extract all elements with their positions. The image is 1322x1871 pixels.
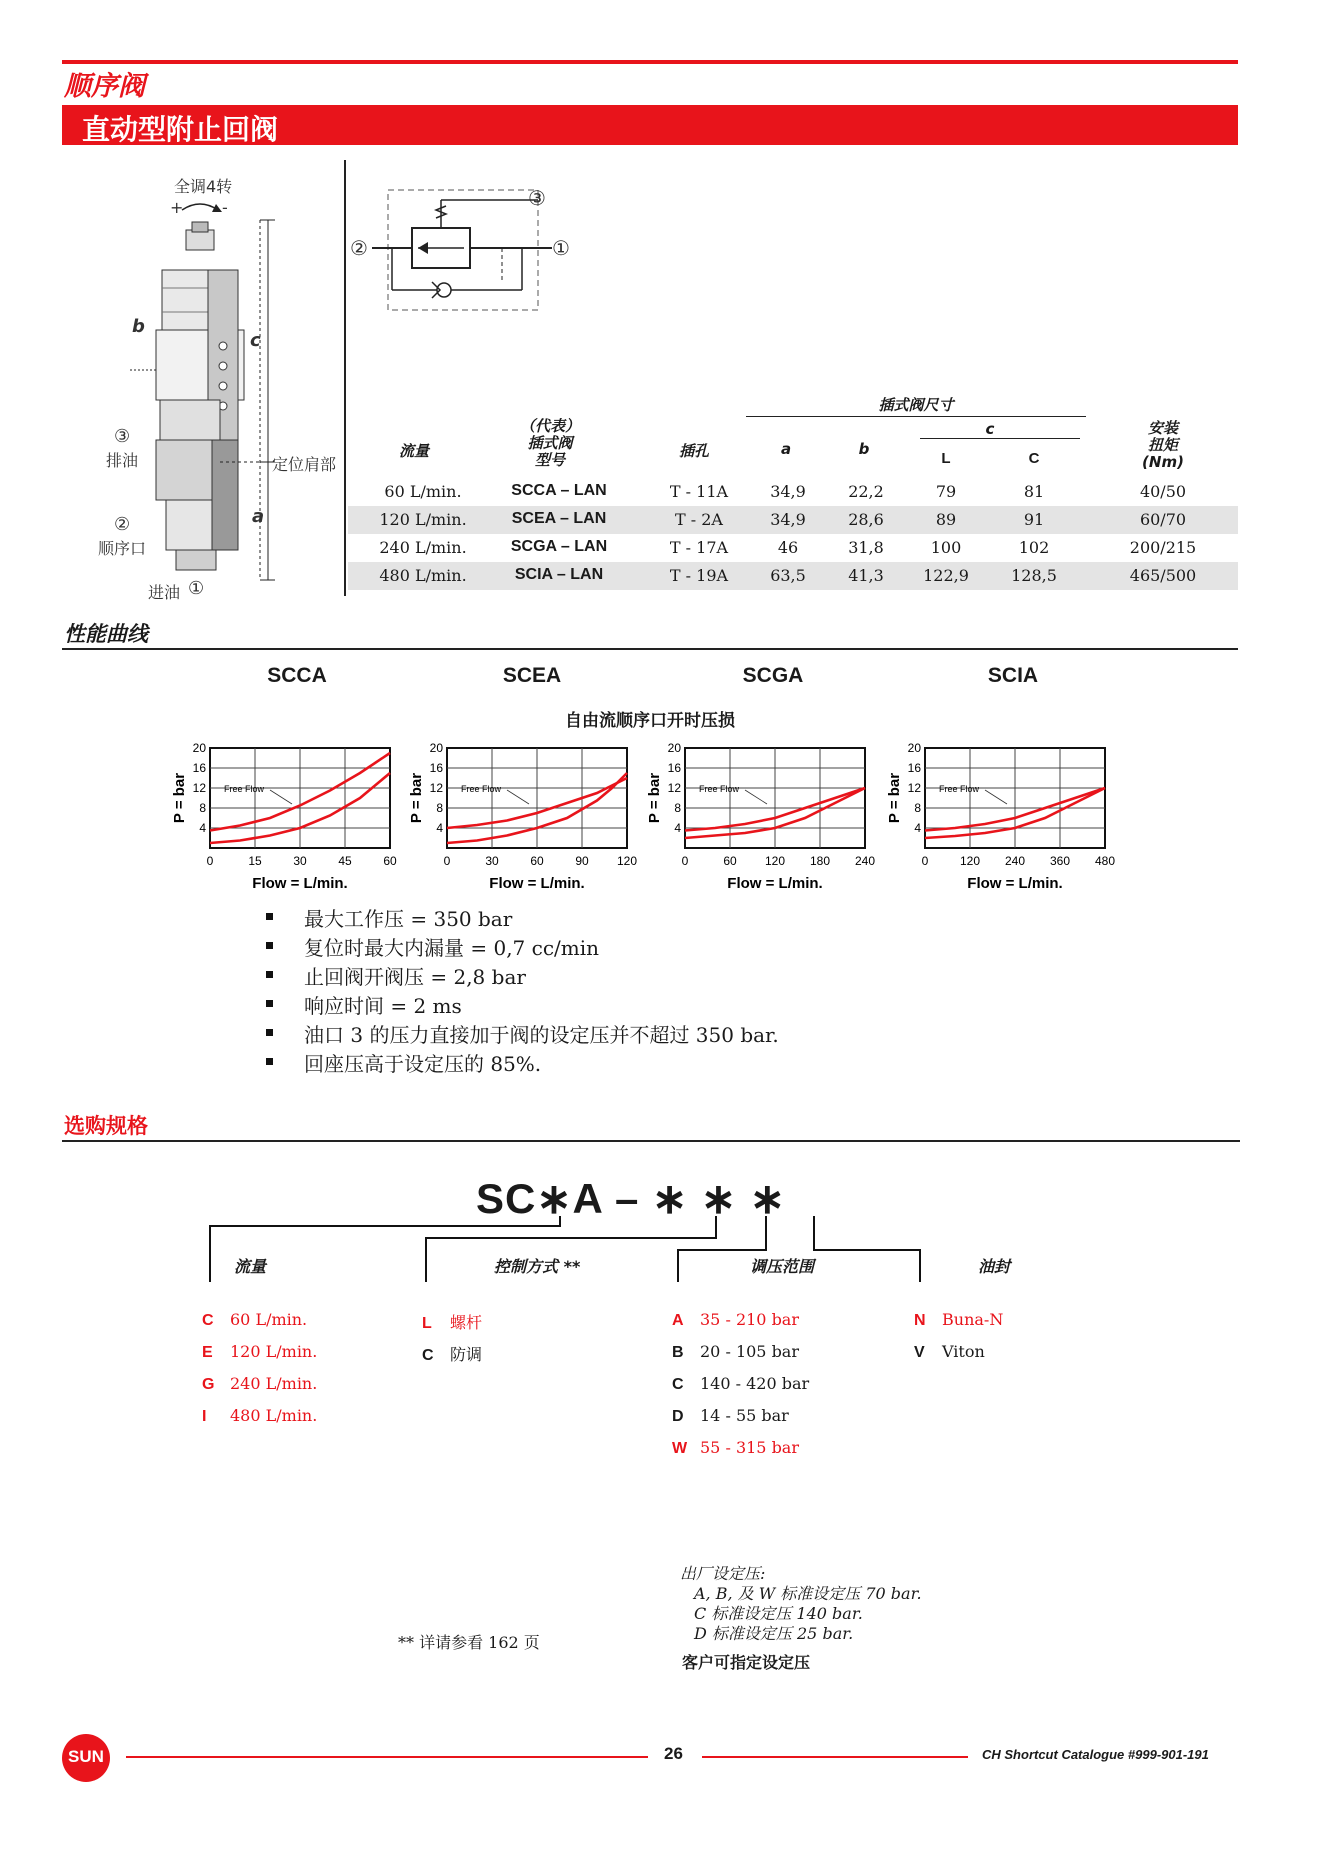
x-tick-label: 90 <box>575 854 589 868</box>
table-row <box>348 534 1238 562</box>
x-tick-label: 60 <box>530 854 544 868</box>
free-flow-annotation: Free Flow <box>699 784 740 794</box>
port2-label: 顺序口 <box>98 539 147 558</box>
option-description: 140 - 420 bar <box>700 1374 810 1393</box>
option-code: C <box>672 1376 684 1393</box>
option-code: W <box>672 1440 688 1457</box>
port3-number: ③ <box>114 426 131 447</box>
y-axis-label: P = bar <box>408 772 425 824</box>
chart-title-scca: SCCA <box>267 664 327 687</box>
ordering-option <box>914 1342 985 1362</box>
factory-setting-note <box>680 1564 922 1644</box>
option-description: 20 - 105 bar <box>700 1342 799 1361</box>
x-tick-label: 0 <box>206 854 214 868</box>
ordering-option <box>672 1406 789 1426</box>
ordering-col-control-title: 控制方式 ** <box>494 1257 581 1276</box>
schematic-port-3: ③ <box>528 186 546 210</box>
factory-line: C 标准设定压 140 bar. <box>694 1604 863 1623</box>
x-tick-label: 120 <box>959 854 981 868</box>
option-description: Buna-N <box>942 1310 1004 1329</box>
option-code: V <box>914 1344 925 1361</box>
schematic-port-2: ② <box>350 236 368 260</box>
ordering-option <box>202 1310 307 1330</box>
port3-label: 排油 <box>106 451 139 470</box>
ordering-option <box>422 1310 482 1333</box>
option-code: A <box>672 1312 684 1329</box>
ordering-section-title: 选购规格 <box>64 1114 148 1138</box>
performance-charts <box>160 730 1140 900</box>
ordering-option <box>672 1438 799 1458</box>
y-tick-label: 12 <box>429 781 443 795</box>
table-header-torque-3: (Nm) <box>1142 453 1184 471</box>
cell-torque: 465/500 <box>1129 566 1197 585</box>
free-flow-annotation: Free Flow <box>939 784 980 794</box>
ordering-option <box>422 1342 482 1365</box>
port2-number: ② <box>114 514 131 535</box>
y-axis-label: P = bar <box>886 772 903 824</box>
x-tick-label: 180 <box>809 854 831 868</box>
y-tick-label: 20 <box>667 741 681 755</box>
y-tick-label: 16 <box>907 761 921 775</box>
table-group-header: 插式阀尺寸 <box>878 396 954 414</box>
schematic-port-1: ① <box>552 236 570 260</box>
ordering-option <box>202 1374 317 1394</box>
sun-logo <box>62 1734 110 1782</box>
cell-torque: 200/215 <box>1129 538 1197 557</box>
page-number: 26 <box>664 1744 683 1763</box>
x-axis-label: Flow = L/min. <box>967 875 1063 892</box>
spec-text: 响应时间 = 2 ms <box>304 994 462 1018</box>
cell-flow: 240 L/min. <box>379 538 467 557</box>
table-header-flow: 流量 <box>398 442 429 460</box>
port1-number: ① <box>188 578 205 599</box>
table-header-torque <box>1128 420 1198 471</box>
c-header-rule <box>920 438 1080 439</box>
table-header-L: L <box>941 450 951 467</box>
cell-L: 122,9 <box>923 566 969 585</box>
product-banner <box>62 105 1238 145</box>
model-code: SC∗A – ∗ ∗ ∗ <box>476 1175 786 1222</box>
x-tick-label: 45 <box>338 854 352 868</box>
performance-section-rule <box>62 648 1238 650</box>
x-tick-label: 0 <box>921 854 929 868</box>
spec-text: 止回阀开阀压 = 2,8 bar <box>304 965 526 989</box>
factory-setting-title: 出厂设定压: <box>680 1564 766 1583</box>
y-axis-label: P = bar <box>171 772 188 824</box>
y-tick-label: 4 <box>674 821 681 835</box>
option-description: 60 L/min. <box>230 1310 308 1329</box>
spec-text: 复位时最大内漏量 = 0,7 cc/min <box>304 936 600 960</box>
cell-L: 89 <box>935 510 957 529</box>
header-rule <box>62 60 1238 64</box>
footer-rule-right <box>702 1756 968 1758</box>
table-header-a: a <box>780 440 792 458</box>
cell-a: 34,9 <box>770 510 806 529</box>
sun-logo-text: SUN <box>68 1747 104 1766</box>
cartridge-drawing <box>100 170 340 610</box>
option-description: Viton <box>942 1342 985 1361</box>
cell-flow: 60 L/min. <box>384 482 462 501</box>
cell-flow: 120 L/min. <box>379 510 467 529</box>
y-tick-label: 16 <box>192 761 206 775</box>
x-tick-label: 30 <box>485 854 499 868</box>
ordering-option <box>672 1342 799 1362</box>
x-tick-label: 60 <box>383 854 397 868</box>
ordering-option <box>202 1342 317 1362</box>
cell-flow: 480 L/min. <box>379 566 467 585</box>
x-tick-label: 120 <box>764 854 786 868</box>
option-code: I <box>202 1408 207 1425</box>
x-axis-label: Flow = L/min. <box>252 875 348 892</box>
option-code: B <box>672 1344 684 1361</box>
cell-a: 46 <box>777 538 799 557</box>
cell-L: 79 <box>935 482 957 501</box>
option-code: E <box>202 1344 213 1361</box>
table-row <box>348 506 1238 534</box>
table-row <box>348 478 1238 506</box>
x-tick-label: 0 <box>443 854 451 868</box>
table-header-cavity: 插孔 <box>678 442 709 460</box>
y-tick-label: 20 <box>429 741 443 755</box>
adjust-minus: - <box>222 198 228 217</box>
option-code: G <box>202 1376 215 1393</box>
shoulder-label: 定位肩部 <box>272 455 337 474</box>
y-tick-label: 20 <box>192 741 206 755</box>
cell-model: SCIA – LAN <box>514 566 604 583</box>
y-tick-label: 12 <box>907 781 921 795</box>
cell-b: 22,2 <box>848 482 884 501</box>
cell-torque: 40/50 <box>1139 482 1187 501</box>
cell-model: SCCA – LAN <box>511 482 607 499</box>
option-description: 防调 <box>450 1345 483 1364</box>
cell-a: 34,9 <box>770 482 806 501</box>
x-tick-label: 240 <box>854 854 876 868</box>
spec-text: 回座压高于设定压的 85%. <box>304 1052 542 1076</box>
table-header-model-2: 插式阀 <box>527 434 573 452</box>
y-tick-label: 8 <box>199 801 206 815</box>
factory-line: A, B, 及 W 标准设定压 70 bar. <box>694 1584 922 1603</box>
option-description: 55 - 315 bar <box>700 1438 799 1457</box>
cell-model: SCGA – LAN <box>510 538 608 555</box>
spec-text: 最大工作压 = 350 bar <box>304 907 513 931</box>
x-tick-label: 15 <box>248 854 262 868</box>
footer-rule-left <box>126 1756 648 1758</box>
option-description: 螺杆 <box>450 1313 483 1332</box>
x-tick-label: 120 <box>616 854 638 868</box>
cell-L: 100 <box>930 538 962 557</box>
y-tick-label: 16 <box>429 761 443 775</box>
cell-torque: 60/70 <box>1139 510 1187 529</box>
y-tick-label: 8 <box>914 801 921 815</box>
x-tick-label: 240 <box>1004 854 1026 868</box>
dim-a-label: a <box>252 506 265 527</box>
cell-C: 128,5 <box>1011 566 1057 585</box>
factory-line: D 标准设定压 25 bar. <box>694 1624 854 1643</box>
option-code: N <box>914 1312 926 1329</box>
option-description: 14 - 55 bar <box>700 1406 789 1425</box>
y-tick-label: 4 <box>436 821 443 835</box>
table-header-torque-2: 扭矩 <box>1147 436 1178 454</box>
y-tick-label: 8 <box>436 801 443 815</box>
cell-b: 28,6 <box>848 510 884 529</box>
table-row <box>348 562 1238 590</box>
cell-cavity: T - 17A <box>669 538 729 557</box>
table-header-model <box>500 418 600 469</box>
product-title: 直动型附止回阀 <box>82 113 279 146</box>
option-code: C <box>422 1347 434 1364</box>
cell-b: 31,8 <box>848 538 884 557</box>
ordering-section-rule <box>62 1140 1240 1142</box>
ordering-col-range-title: 调压范围 <box>750 1257 815 1276</box>
table-header-model-1: （代表） <box>519 417 580 435</box>
ordering-col-flow-title: 流量 <box>234 1257 267 1276</box>
cell-C: 91 <box>1023 510 1045 529</box>
cell-model: SCEA – LAN <box>511 510 607 527</box>
y-tick-label: 12 <box>192 781 206 795</box>
option-code: L <box>422 1315 432 1332</box>
x-axis-label: Flow = L/min. <box>489 875 585 892</box>
y-tick-label: 4 <box>914 821 921 835</box>
dim-c-label: c <box>250 330 261 351</box>
x-tick-label: 360 <box>1049 854 1071 868</box>
y-tick-label: 20 <box>907 741 921 755</box>
x-tick-label: 480 <box>1094 854 1116 868</box>
table-header-torque-1: 安装 <box>1147 419 1178 437</box>
cell-b: 41,3 <box>848 566 884 585</box>
option-description: 120 L/min. <box>230 1342 318 1361</box>
catalogue-number: CH Shortcut Catalogue #999-901-191 <box>982 1747 1209 1762</box>
cell-cavity: T - 2A <box>675 510 723 529</box>
y-tick-label: 8 <box>674 801 681 815</box>
table-header-b: b <box>858 440 870 458</box>
control-reference-note: ** 详请参看 162 页 <box>398 1633 540 1652</box>
table-header-c: c <box>985 420 995 438</box>
option-description: 480 L/min. <box>230 1406 318 1425</box>
cell-C: 81 <box>1023 482 1045 501</box>
option-code: C <box>202 1312 214 1329</box>
table-header-model-3: 型号 <box>534 451 565 469</box>
option-description: 240 L/min. <box>230 1374 318 1393</box>
performance-section-title: 性能曲线 <box>64 622 148 646</box>
cell-C: 102 <box>1018 538 1050 557</box>
y-tick-label: 4 <box>199 821 206 835</box>
ordering-option <box>914 1310 1003 1330</box>
x-axis-label: Flow = L/min. <box>727 875 823 892</box>
spec-text: 油口 3 的压力直接加于阀的设定压并不超过 350 bar. <box>304 1023 779 1047</box>
cell-a: 63,5 <box>770 566 806 585</box>
table-header-C: C <box>1028 450 1040 467</box>
chart-title-scea: SCEA <box>502 664 562 687</box>
hydraulic-schematic <box>352 186 572 326</box>
cell-cavity: T - 11A <box>669 482 729 501</box>
adjust-label: 全调4转 <box>174 177 233 196</box>
drawing-divider <box>344 160 346 596</box>
chart-title-scga: SCGA <box>742 664 804 687</box>
option-description: 35 - 210 bar <box>700 1310 799 1329</box>
x-tick-label: 30 <box>293 854 307 868</box>
adjust-plus: + <box>170 198 184 217</box>
option-code: D <box>672 1408 684 1425</box>
cell-cavity: T - 19A <box>669 566 729 585</box>
ordering-option <box>202 1406 317 1426</box>
ordering-option <box>672 1310 799 1330</box>
performance-subtitle: 自由流顺序口开时压损 <box>565 711 735 731</box>
port1-label: 进油 <box>148 583 181 602</box>
y-axis-label: P = bar <box>646 772 663 824</box>
dim-b-label: b <box>132 316 145 337</box>
y-tick-label: 12 <box>667 781 681 795</box>
custom-setting-note: 客户可指定设定压 <box>682 1653 811 1672</box>
x-tick-label: 0 <box>681 854 689 868</box>
group-header-rule <box>746 416 1086 417</box>
x-tick-label: 60 <box>723 854 737 868</box>
ordering-col-seal-title: 油封 <box>978 1257 1011 1276</box>
chart-title-scia: SCIA <box>987 664 1039 687</box>
free-flow-annotation: Free Flow <box>224 784 265 794</box>
category-title: 顺序阀 <box>64 71 145 102</box>
ordering-option <box>672 1374 809 1394</box>
free-flow-annotation: Free Flow <box>461 784 502 794</box>
y-tick-label: 16 <box>667 761 681 775</box>
